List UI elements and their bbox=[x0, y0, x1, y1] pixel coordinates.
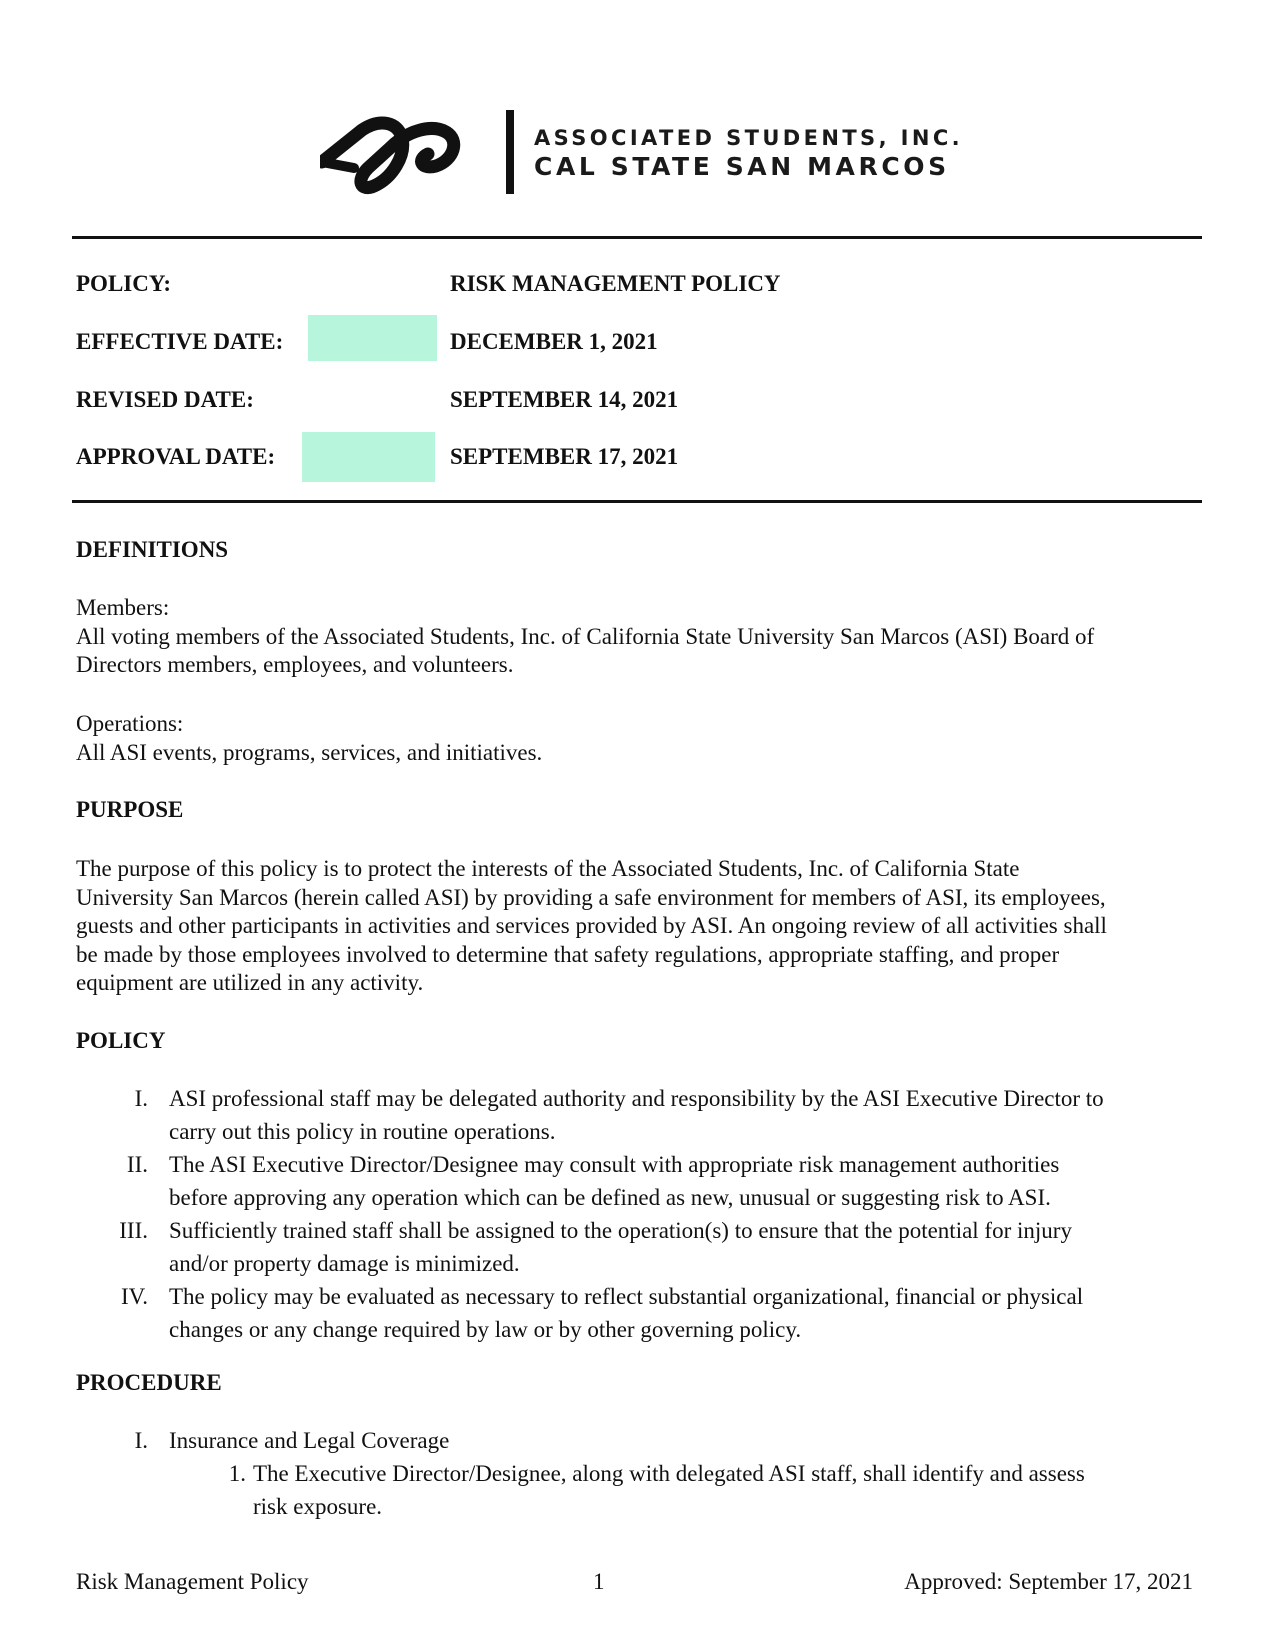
purpose-paragraph bbox=[76, 855, 1206, 998]
purpose-line: guests and other participants in activities and services provided by ASI. An ongoing review of all activities shall bbox=[76, 913, 1107, 938]
list-number: II. bbox=[126, 1152, 148, 1177]
list-item-line: changes or any change required by law or by other governing policy. bbox=[169, 1317, 802, 1342]
list-item-line: The ASI Executive Director/Designee may consult with appropriate risk management authorities bbox=[169, 1152, 1060, 1177]
logo-line-2: CAL STATE SAN MARCOS bbox=[534, 152, 950, 181]
members-text-line: Directors members, employees, and volunteers. bbox=[76, 652, 514, 677]
policy-list-item bbox=[76, 1148, 1206, 1214]
footer-document-title: Risk Management Policy bbox=[76, 1569, 309, 1594]
procedure-list bbox=[76, 1424, 1206, 1523]
approval-date-value: SEPTEMBER 17, 2021 bbox=[450, 444, 679, 469]
policy-label: POLICY: bbox=[76, 271, 171, 296]
purpose-line: The purpose of this policy is to protect the interests of the Associated Students, Inc. of California State bbox=[76, 856, 1020, 881]
sub-list-number: 1. bbox=[228, 1461, 246, 1486]
list-item-line: Insurance and Legal Coverage bbox=[169, 1428, 450, 1453]
members-term: Members: bbox=[76, 595, 170, 620]
purpose-heading: PURPOSE bbox=[76, 797, 184, 822]
list-number: IV. bbox=[120, 1284, 148, 1309]
operations-text: All ASI events, programs, services, and initiatives. bbox=[76, 739, 543, 765]
purpose-line: University San Marcos (herein called ASI) by providing a safe environment for members of ASI, its employees, bbox=[76, 884, 1106, 910]
logo-wordmark bbox=[534, 124, 963, 182]
operations-term: Operations: bbox=[76, 711, 184, 736]
policy-list-item bbox=[76, 1082, 1206, 1148]
footer-page-number: 1 bbox=[593, 1569, 605, 1594]
procedure-list-item bbox=[76, 1424, 1206, 1457]
list-item-line: ASI professional staff may be delegated authority and responsibility by the ASI Executive Director to bbox=[169, 1086, 1104, 1111]
members-text-line: All voting members of the Associated Students, Inc. of California State University San Marcos (ASI) Board of bbox=[76, 623, 1095, 649]
logo-line-1: ASSOCIATED STUDENTS, INC. bbox=[534, 126, 964, 150]
list-item-line: carry out this policy in routine operations. bbox=[169, 1119, 556, 1144]
footer-approval-date: Approved: September 17, 2021 bbox=[904, 1569, 1193, 1594]
effective-date-value: DECEMBER 1, 2021 bbox=[450, 329, 658, 354]
purpose-line: equipment are utilized in any activity. bbox=[76, 970, 424, 995]
list-item-line: and/or property damage is minimized. bbox=[169, 1251, 520, 1276]
sub-item-line: risk exposure. bbox=[253, 1494, 383, 1519]
policy-list-item bbox=[76, 1280, 1206, 1346]
members-definition bbox=[76, 594, 1206, 680]
organization-logo bbox=[320, 108, 964, 204]
list-item-line: Sufficiently trained staff shall be assigned to the operation(s) to ensure that the potential for injury bbox=[169, 1218, 1072, 1243]
approval-date-label: APPROVAL DATE: bbox=[76, 444, 276, 469]
revised-date-value: SEPTEMBER 14, 2021 bbox=[450, 387, 679, 412]
sub-item-line: The Executive Director/Designee, along with delegated ASI staff, shall identify and assess bbox=[253, 1461, 1085, 1486]
list-item-line: before approving any operation which can be defined as new, unusual or suggesting risk to ASI. bbox=[169, 1185, 1051, 1210]
list-number: III. bbox=[119, 1218, 148, 1243]
procedure-heading: PROCEDURE bbox=[76, 1370, 222, 1395]
list-item-line: The policy may be evaluated as necessary to reflect substantial organizational, financial or physical bbox=[169, 1284, 1084, 1309]
header-bottom-rule bbox=[72, 500, 1202, 503]
list-number: I. bbox=[134, 1086, 148, 1111]
operations-definition bbox=[76, 710, 1206, 767]
definitions-heading: DEFINITIONS bbox=[76, 537, 229, 562]
policy-heading: POLICY bbox=[76, 1028, 166, 1053]
effective-date-label: EFFECTIVE DATE: bbox=[76, 329, 284, 354]
purpose-line: be made by those employees involved to determine that safety regulations, appropriate staffing, and proper bbox=[76, 941, 1060, 967]
policy-list-item bbox=[76, 1214, 1206, 1280]
header-top-rule bbox=[72, 236, 1202, 239]
asi-swirl-logo-icon bbox=[320, 108, 520, 204]
list-number: I. bbox=[134, 1428, 148, 1453]
effective-date-highlight bbox=[308, 315, 437, 361]
procedure-sub-item bbox=[76, 1457, 1206, 1523]
policy-title: RISK MANAGEMENT POLICY bbox=[450, 271, 781, 296]
approval-date-highlight bbox=[302, 432, 435, 482]
revised-date-label: REVISED DATE: bbox=[76, 387, 254, 412]
policy-list bbox=[76, 1082, 1206, 1346]
